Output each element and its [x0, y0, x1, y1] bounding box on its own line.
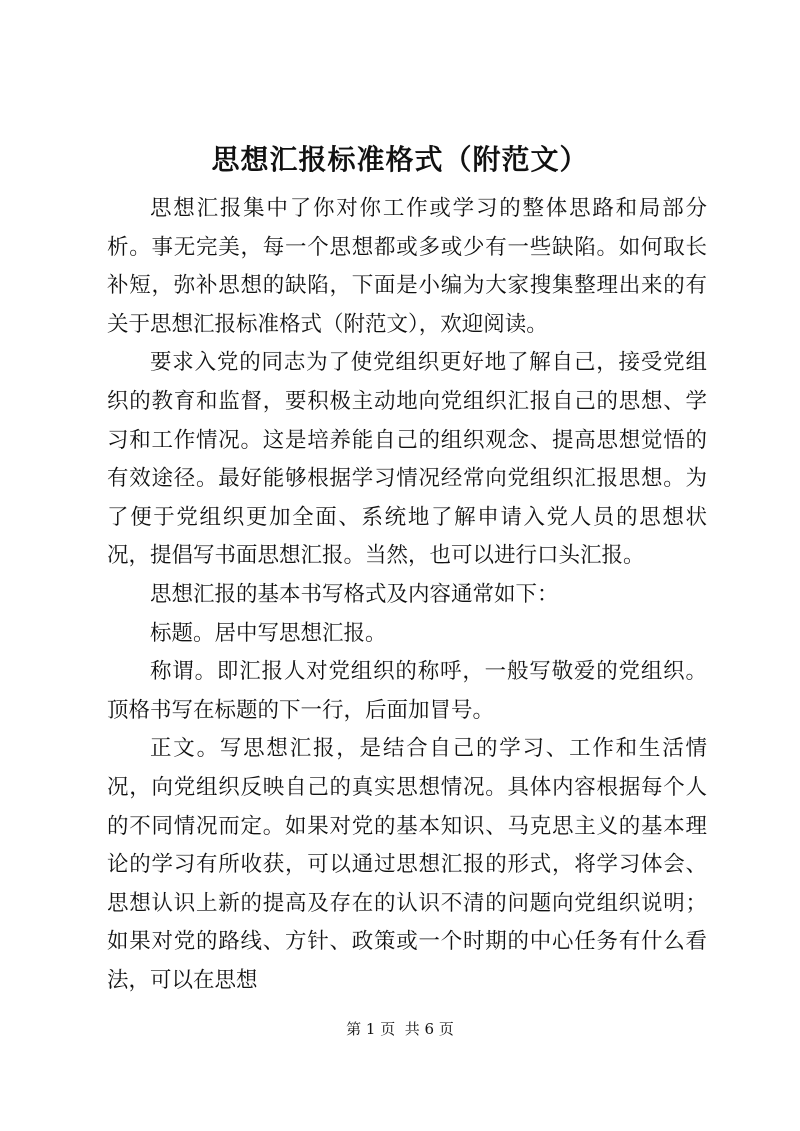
- paragraph-title-rule: 标题。居中写思想汇报。: [150, 620, 387, 646]
- document-body: [107, 190, 707, 1000]
- document-title: 思想汇报标准格式（附范文）: [211, 143, 589, 176]
- paragraph-body-rule: 正文。写思想汇报，是结合自己的学习、工作和生活情况，向党组织反映自己的真实思想情况。具体内容根据每个人的不同情况而定。如果对党的基本知识、马克思主义的基本理论的学习有所收获，可以通过思想汇报的形式，将学习体会、思想认识上新的提高及存在的认识不清的问题向党组织说明；如果对党的路线、方针、政策或一个时期的中心任务有什么看法，可以在思想: [107, 736, 707, 993]
- paragraph-format-heading: 思想汇报的基本书写格式及内容通常如下：: [150, 581, 559, 607]
- paragraph-intro: 思想汇报集中了你对你工作或学习的整体思路和局部分析。事无完美，每一个思想都或多或少有一些缺陷。如何取长补短，弥补思想的缺陷，下面是小编为大家搜集整理出来的有关于思想汇报标准格式（附范文），欢迎阅读。: [107, 196, 707, 337]
- paragraph-salutation-rule: 称谓。即汇报人对党组织的称呼，一般写敬爱的党组织。顶格书写在标题的下一行，后面加冒号。: [107, 659, 707, 723]
- paragraph-purpose: 要求入党的同志为了使党组织更好地了解自己，接受党组织的教育和监督，要积极主动地向党组织汇报自己的思想、学习和工作情况。这是培养能自己的组织观念、提高思想觉悟的有效途径。最好能够根据学习情况经常向党组织汇报思想。为了便于党组织更加全面、系统地了解申请入党人员的思想状况，提倡写书面思想汇报。当然，也可以进行口头汇报。: [107, 350, 707, 569]
- page-footer: 第 1 页 共 6 页: [346, 1020, 454, 1038]
